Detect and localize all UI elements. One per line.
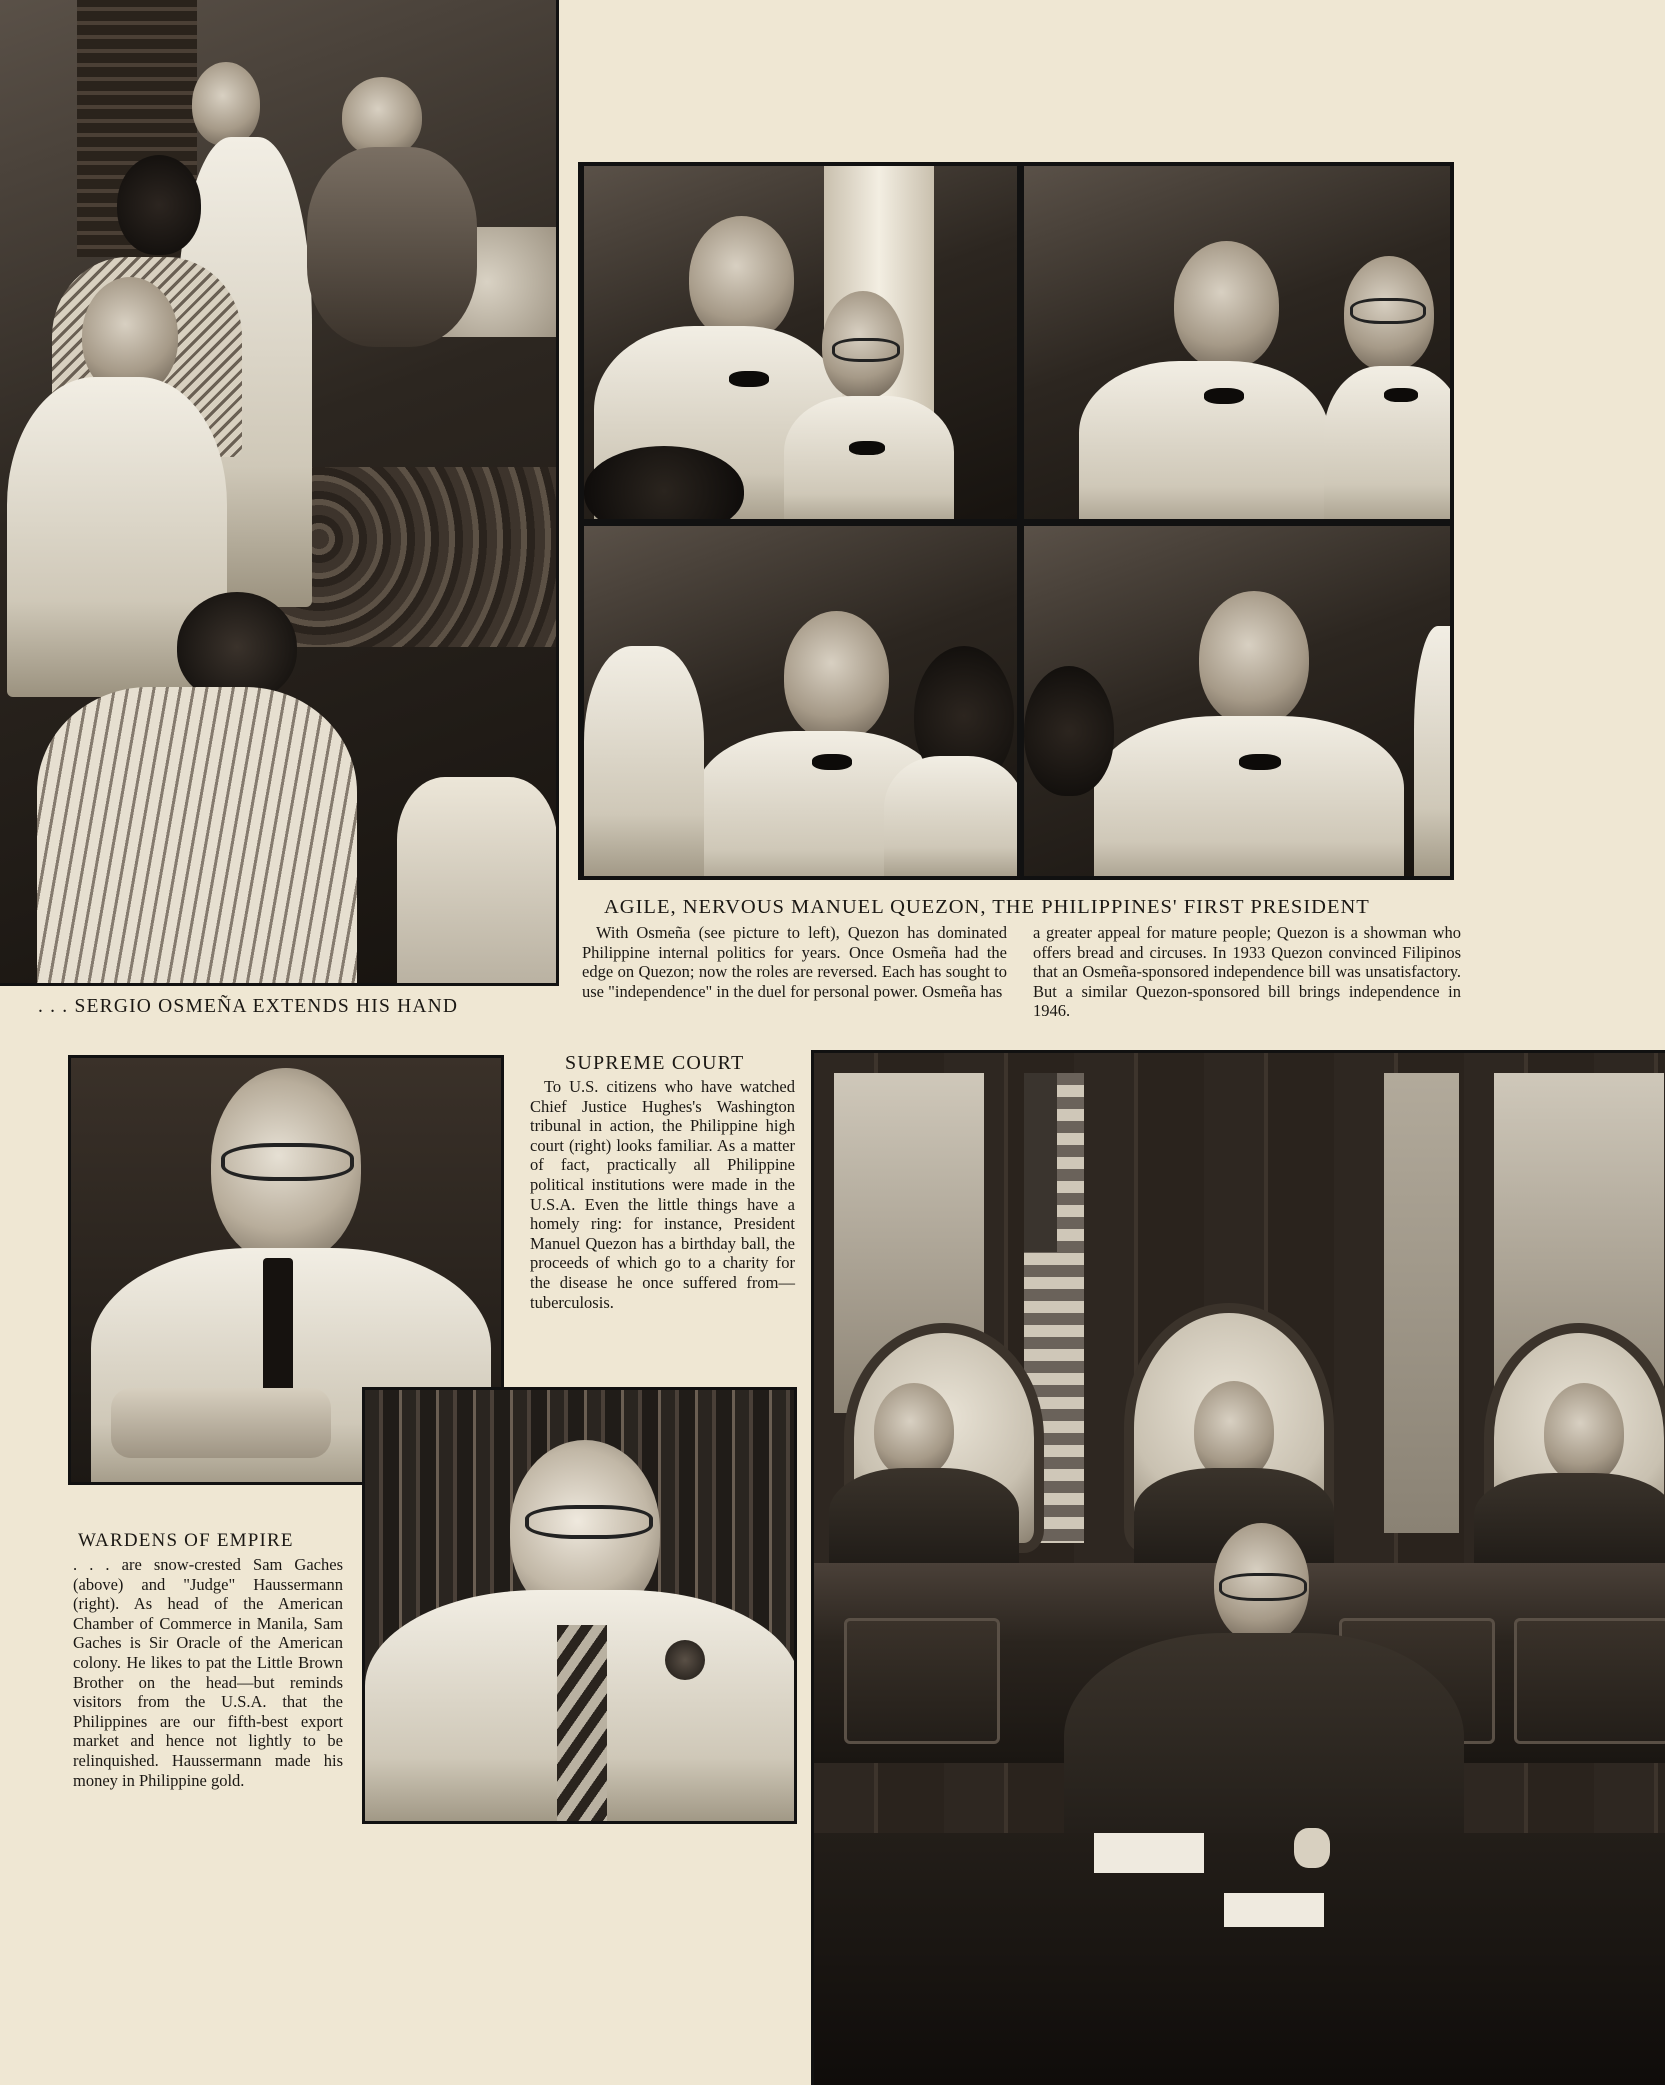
aide-white-jacket bbox=[784, 396, 954, 519]
supreme-court-text: To U.S. citizens who have watched Chief Justice Hughes's Washington tribunal in action, the Philippine high court (right) looks familiar. As a matter of fact, practically all Philippine political institutions were made in the U.S.A. Even the little things have a homely ring: for instance, President Manuel Quezon has a birthday ball, the proceeds of which go to a charity for the disease he once suffered from—tuberculosis. bbox=[530, 1077, 795, 1312]
inkwell bbox=[1294, 1828, 1330, 1868]
justice-left-head bbox=[874, 1383, 954, 1478]
supreme-court-photo bbox=[811, 1050, 1665, 2085]
haussermann-glasses bbox=[525, 1505, 653, 1539]
aide-bow-tie bbox=[1384, 388, 1418, 402]
bench-panel-3 bbox=[1514, 1618, 1665, 1744]
clerk-desk bbox=[814, 1833, 1665, 2085]
quezon-bow-tie bbox=[729, 371, 769, 387]
man-in-white-head bbox=[192, 62, 260, 146]
quezon-caption-title: AGILE, NERVOUS MANUEL QUEZON, THE PHILIPPINES' FIRST PRESIDENT bbox=[604, 896, 1370, 918]
wardens-title: WARDENS OF EMPIRE bbox=[78, 1530, 294, 1551]
quezon-head bbox=[1199, 591, 1309, 726]
man-back-head bbox=[1024, 666, 1114, 796]
justice-center-head bbox=[1194, 1381, 1274, 1481]
quezon-white-dinner-jacket bbox=[1079, 361, 1329, 519]
quezon-photo-3 bbox=[584, 526, 1017, 876]
man-right-edge bbox=[1414, 626, 1450, 876]
osmena-photo bbox=[0, 0, 559, 986]
woman-seated bbox=[307, 147, 477, 347]
foreground-man-left bbox=[584, 646, 704, 876]
quezon-head bbox=[784, 611, 889, 741]
philippine-flag bbox=[1384, 1073, 1459, 1533]
wardens-text: . . . are snow-crested Sam Gaches (above) and "Judge" Haussermann (right). As head of the American Chamber of Commerce in Manila, Sam Gaches is Sir Oracle of the American colony. He likes to pat the Little Brown Brother on the head—but reminds visitors from the U.S.A. that the Philippines are our fifth-best export market and hence not lightly to be relinquished. Haussermann made his money in Philippine gold. bbox=[73, 1555, 343, 1790]
quezon-bow-tie bbox=[1204, 388, 1244, 404]
justice-right-head bbox=[1544, 1383, 1624, 1483]
aide-glasses bbox=[832, 338, 900, 362]
woman-foreground-head bbox=[177, 592, 297, 702]
supreme-court-text-block bbox=[530, 1077, 795, 1312]
supreme-court-title: SUPREME COURT bbox=[565, 1052, 745, 1074]
aide-white-jacket bbox=[884, 756, 1017, 876]
haussermann-pocket-flower bbox=[665, 1640, 705, 1680]
haussermann-photo bbox=[362, 1387, 797, 1824]
woman-right-dress bbox=[397, 777, 557, 986]
quezon-caption-col1 bbox=[582, 923, 1007, 1001]
gaches-glasses bbox=[221, 1143, 354, 1181]
quezon-photo-4 bbox=[1024, 526, 1450, 876]
woman-foreground-dress bbox=[37, 687, 357, 986]
quezon-caption-col2 bbox=[1033, 923, 1461, 1021]
aide-bow-tie bbox=[849, 441, 885, 455]
bench-panel-1 bbox=[844, 1618, 1000, 1744]
desk-papers bbox=[1094, 1833, 1204, 1873]
quezon-bow-tie bbox=[812, 754, 852, 770]
gaches-hands-paper bbox=[111, 1388, 331, 1458]
quezon-caption-col1-text: With Osmeña (see picture to left), Quezon has dominated Philippine internal politics for years. Once Osmeña had the edge on Quezon; now the roles are reversed. Each has sought to use "independence" in the duel for personal power. Osmeña has bbox=[582, 923, 1007, 1001]
quezon-bow-tie bbox=[1239, 754, 1281, 770]
quezon-head bbox=[1174, 241, 1279, 369]
clerk-glasses bbox=[1219, 1573, 1307, 1601]
quezon-white-dinner-jacket bbox=[1094, 716, 1404, 876]
aide-glasses bbox=[1350, 298, 1426, 324]
woman-dark-hair-head bbox=[117, 155, 201, 255]
quezon-photo-2 bbox=[1024, 166, 1450, 519]
quezon-caption-col2-text: a greater appeal for mature people; Quezon is a showman who offers bread and circuses. In 1933 Quezon convinced Filipinos that an Osmeña-sponsored independence bill was unsatisfactory. But a similar Quezon-sponsored bill brings independence in 1946. bbox=[1033, 923, 1461, 1021]
wardens-text-block bbox=[73, 1555, 343, 1790]
gaches-dark-tie bbox=[263, 1258, 293, 1398]
quezon-head bbox=[689, 216, 794, 341]
quezon-photo-1 bbox=[584, 166, 1017, 519]
haussermann-striped-tie bbox=[557, 1625, 607, 1824]
osmena-caption: . . . SERGIO OSMEÑA EXTENDS HIS HAND bbox=[38, 996, 459, 1017]
desk-document bbox=[1224, 1893, 1324, 1927]
woman-wiping-face-head bbox=[342, 77, 422, 157]
justice-left-robe bbox=[829, 1468, 1019, 1578]
